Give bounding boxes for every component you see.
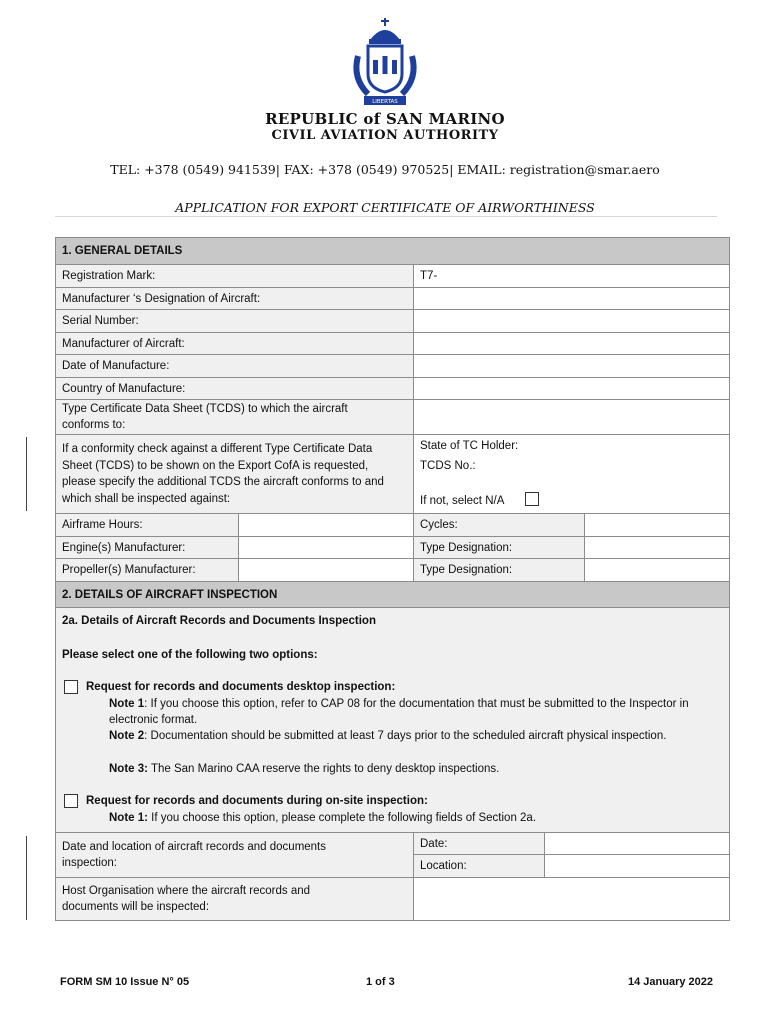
header-divider [55,216,717,217]
propeller-manufacturer-label: Propeller(s) Manufacturer: [55,558,239,582]
host-organisation-label-text: Host Organisation where the aircraft records and documents will be inspected: [62,884,311,913]
date-manufacture-field[interactable] [413,354,730,378]
propeller-type-field[interactable] [584,558,730,582]
desktop-note3 [109,761,719,777]
desktop-inspection-label: Request for records and documents desktop inspection: [86,681,396,693]
designation-label: Manufacturer ‘s Designation of Aircraft: [55,287,414,310]
conformity-label [55,434,414,514]
desktop-note1-key: Note 1 [109,698,145,710]
desktop-inspection-checkbox[interactable] [64,680,78,694]
section2a-instruction: Please select one of the following two options: [62,649,318,661]
airframe-hours-field[interactable] [238,513,414,537]
date-manufacture-label: Date of Manufacture: [55,354,414,378]
margin-change-bar [26,836,27,920]
section2-heading: 2. DETAILS OF AIRCRAFT INSPECTION [55,581,730,608]
state-tc-holder-label: State of TC Holder: [420,440,519,452]
inspection-location-field[interactable] [544,854,730,878]
inspection-date-field[interactable] [544,832,730,855]
footer-form-id: FORM SM 10 Issue N° 05 [60,976,190,988]
inspection-location-label: Location: [413,854,545,878]
conformity-field[interactable] [413,434,730,514]
engine-manufacturer-label: Engine(s) Manufacturer: [55,536,239,559]
propeller-type-label: Type Designation: [413,558,585,582]
onsite-inspection-label: Request for records and documents during on-site inspection: [86,795,428,807]
crest-ribbon-text: LIBERTAS [372,99,398,105]
airframe-hours-label: Airframe Hours: [55,513,239,537]
date-location-label [55,832,414,878]
desktop-note3-text: The San Marino CAA reserve the rights to deny desktop inspections. [147,763,500,775]
registration-mark-field[interactable]: T7- [413,264,730,288]
republic-title: REPUBLIC of SAN MARINO [265,110,505,128]
propeller-manufacturer-field[interactable] [238,558,414,582]
margin-change-bar [26,437,27,511]
conformity-label-text: If a conformity check against a different Type Certificate Data Sheet (TCDS) to be shown on the Export CofA is requested, please specify the additional TCDS the aircraft conforms to and which shall be inspected against: [62,443,384,505]
tcds-label [55,399,414,435]
section2a-subheading: 2a. Details of Aircraft Records and Documents Inspection [62,615,376,627]
tcds-field[interactable] [413,399,730,435]
cycles-label: Cycles: [413,513,585,537]
tcds-label-text: Type Certificate Data Sheet (TCDS) to which the aircraft conforms to: [62,403,348,431]
na-checkbox[interactable] [525,492,539,506]
engine-type-field[interactable] [584,536,730,559]
host-organisation-label [55,877,414,921]
country-field[interactable] [413,377,730,400]
manufacturer-field[interactable] [413,332,730,355]
san-marino-crest-logo [346,16,424,108]
form-title: APPLICATION FOR EXPORT CERTIFICATE OF AIRWORTHINESS [175,200,595,215]
onsite-note1-text: If you choose this option, please complete the following fields of Section 2a. [147,812,537,824]
tcds-no-label: TCDS No.: [420,460,476,472]
onsite-note1 [109,810,719,826]
desktop-note1-text: : If you choose this option, refer to CAP 08 for the documentation that must be submitted to the Inspector in electronic format. [109,698,689,726]
designation-field[interactable] [413,287,730,310]
authority-title: CIVIL AVIATION AUTHORITY [271,128,499,143]
cycles-field[interactable] [584,513,730,537]
host-organisation-field[interactable] [413,877,730,921]
serial-number-field[interactable] [413,309,730,333]
engine-manufacturer-field[interactable] [238,536,414,559]
desktop-note1 [109,696,719,728]
serial-number-label: Serial Number: [55,309,414,333]
desktop-note3-key: Note 3: [109,763,148,775]
footer-date: 14 January 2022 [628,976,714,988]
engine-type-label: Type Designation: [413,536,585,559]
desktop-note2-key: Note 2 [109,730,145,742]
onsite-note1-key: Note 1: [109,812,148,824]
manufacturer-label: Manufacturer of Aircraft: [55,332,414,355]
inspection-date-label: Date: [413,832,545,855]
footer-page-number: 1 of 3 [366,976,395,988]
section1-heading: 1. GENERAL DETAILS [55,237,730,265]
onsite-inspection-checkbox[interactable] [64,794,78,808]
registration-mark-label: Registration Mark: [55,264,414,288]
country-label: Country of Manufacture: [55,377,414,400]
contact-line: TEL: +378 (0549) 941539| FAX: +378 (0549) 970525| EMAIL: registration@smar.aero [110,162,660,177]
date-location-label-text: Date and location of aircraft records and documents inspection: [62,840,327,869]
desktop-note2-text: : Documentation should be submitted at least 7 days prior to the scheduled aircraft physical inspection. [144,730,667,742]
desktop-note2 [109,728,719,744]
na-label: If not, select N/A [420,495,505,507]
